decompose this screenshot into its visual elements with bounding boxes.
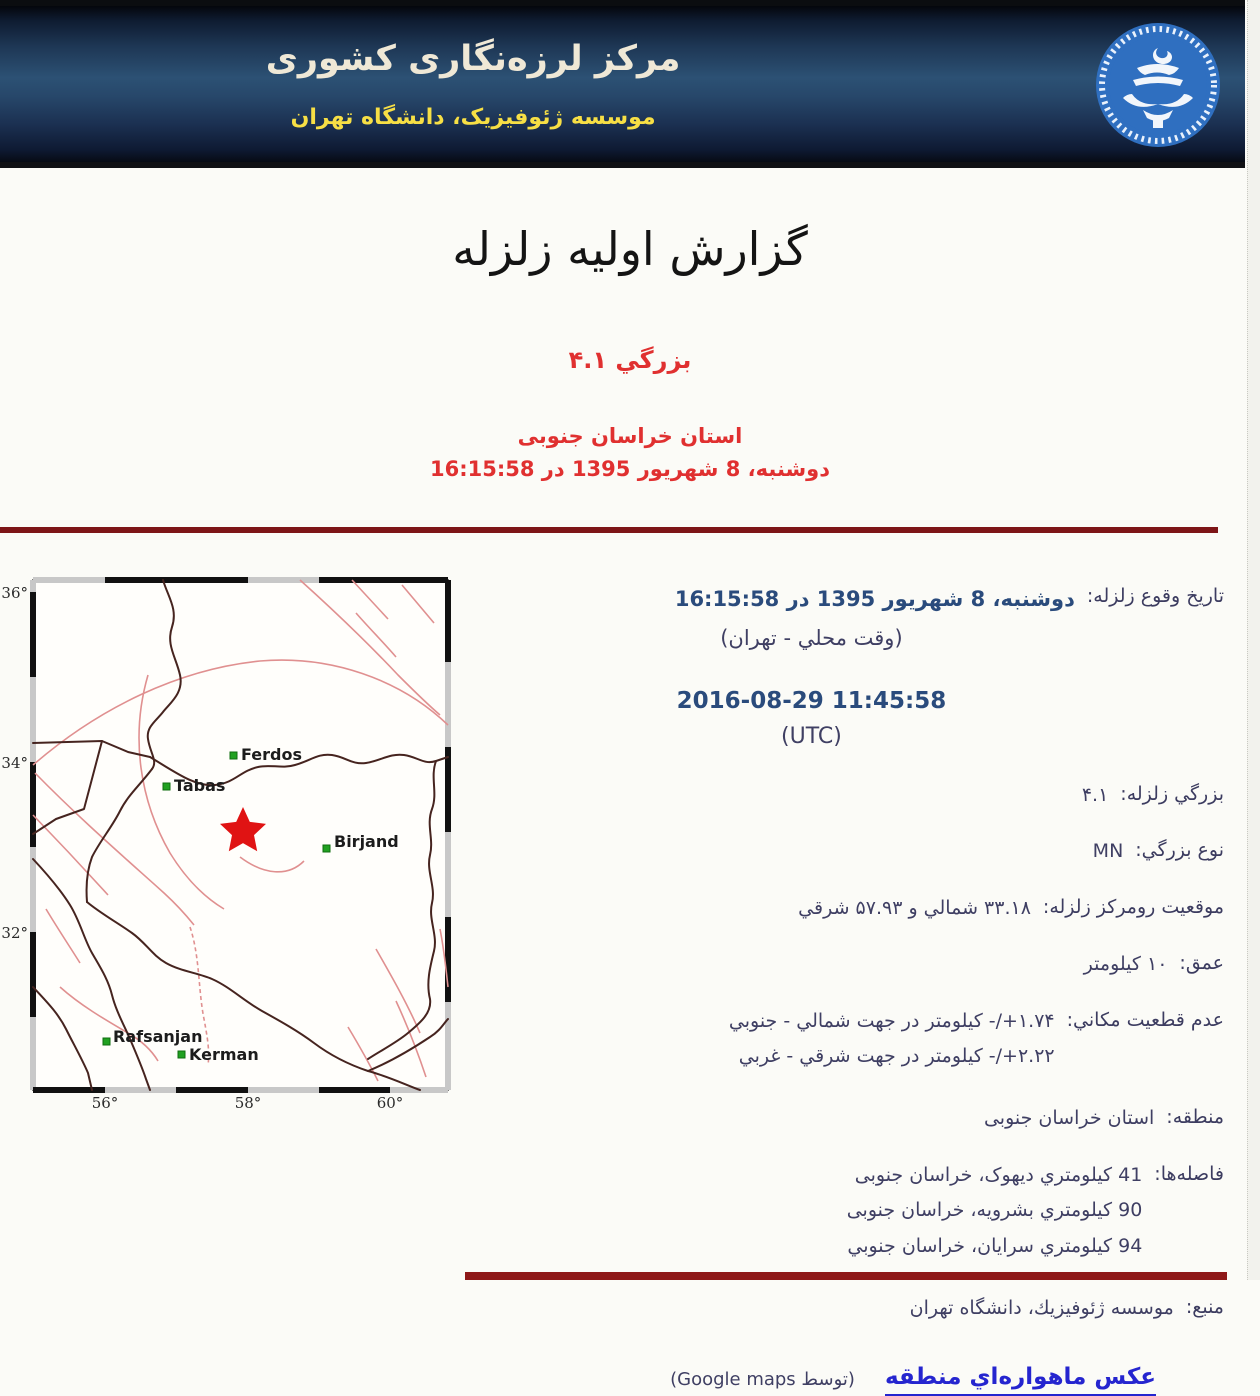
region-value: استان خراسان جنوبی — [983, 1107, 1155, 1130]
local-datetime: دوشنبه، 8 شهریور 1395 در 16:15:58 — [674, 587, 1075, 611]
lon-label-56: 56° — [91, 1094, 119, 1112]
city-label-kerman: Kerman — [189, 1045, 259, 1064]
detail-label: منبع: — [1185, 1296, 1224, 1319]
region-headline: استان خراسان جنوبی — [517, 424, 743, 448]
site-header-banner — [0, 0, 1245, 168]
distance-1: 41 کیلومتري دیهوک، خراسان جنوبی — [854, 1163, 1143, 1186]
distance-2: 90 کیلومتري بشرویه، خراسان جنوبی — [846, 1199, 1143, 1222]
detail-label: موقعیت رومرکز زلزله: — [1042, 895, 1224, 918]
epicenter-position-value: ۳۳.۱۸ شمالي و ۵۷.۹۳ شرقي — [798, 896, 1031, 919]
detail-row-datetime — [548, 583, 1224, 754]
detail-row-magnitude — [548, 781, 1224, 810]
detail-label: تاریخ وقوع زلزله: — [1086, 585, 1224, 607]
uncertainty-ns: ۱.۷۴+/- کیلومتر در جهت شمالي - جنوبي — [728, 1009, 1055, 1032]
detail-label: بزرگي زلزله: — [1120, 782, 1224, 805]
site-subtitle: موسسه ژئوفیزیک، دانشگاه تهران — [290, 104, 656, 130]
city-marker-rafsanjan — [103, 1038, 110, 1045]
satellite-link-row — [588, 1364, 1156, 1396]
lon-label-60: 60° — [376, 1094, 404, 1112]
detail-row-region — [548, 1104, 1224, 1133]
source-value: موسسه ژئوفیزیك، دانشگاه تهران — [909, 1297, 1174, 1320]
magnitude-type-value: MN — [1092, 840, 1124, 863]
detail-row-distances — [548, 1161, 1224, 1267]
city-label-tabas: Tabas — [174, 776, 226, 795]
lat-label-34: 34° — [1, 754, 28, 772]
magnitude-headline: ۴.۱ بزرگي — [568, 346, 692, 374]
utc-datetime: 2016-08-29 11:45:58 — [676, 688, 947, 715]
university-of-tehran-logo-icon — [1093, 20, 1223, 150]
satellite-image-link[interactable]: عکس ماهواره‌اي منطقه — [885, 1364, 1156, 1396]
site-header-text — [0, 6, 946, 162]
detail-row-magnitude-type — [548, 837, 1224, 866]
date-headline: دوشنبه، 8 شهریور 1395 در 16:15:58 — [429, 457, 831, 481]
detail-row-epicenter-position — [548, 894, 1224, 923]
detail-label: نوع بزرگي: — [1135, 839, 1224, 862]
city-marker-kerman — [178, 1051, 185, 1058]
city-label-birjand: Birjand — [334, 832, 399, 851]
utc-note: (UTC) — [781, 723, 842, 749]
city-label-rafsanjan: Rafsanjan — [113, 1027, 203, 1046]
distances-value — [548, 1161, 1142, 1267]
report-title: گزارش اولیه زلزله — [452, 222, 808, 276]
epicenter-map — [0, 557, 478, 1396]
detail-row-depth — [548, 950, 1224, 979]
detail-label: منطقه: — [1166, 1106, 1224, 1129]
page-edge — [1247, 0, 1260, 1280]
earthquake-details — [478, 557, 1260, 1396]
uncertainty-value — [548, 1007, 1055, 1078]
detail-row-source — [548, 1294, 1224, 1323]
city-marker-tabas — [163, 783, 170, 790]
satellite-link-via-note: (توسط Google maps) — [670, 1369, 855, 1391]
magnitude-value: ۴.۱ — [1081, 783, 1109, 806]
depth-value: ۱۰ کیلومتر — [1083, 953, 1168, 976]
uncertainty-ew: ۲.۲۲+/- کیلومتر در جهت شرقي - غربي — [738, 1045, 1055, 1068]
city-marker-ferdos — [230, 752, 237, 759]
distance-3: 94 کیلومتري سرایان، خراسان جنوبي — [847, 1234, 1143, 1257]
detail-row-uncertainty — [548, 1007, 1224, 1078]
lat-label-36: 36° — [1, 584, 28, 602]
detail-label: فاصله‌ها: — [1154, 1162, 1224, 1185]
footer-bar — [465, 1272, 1227, 1280]
site-title: مرکز لرزه‌نگاری کشوری — [265, 38, 681, 79]
lat-label-32: 32° — [1, 924, 28, 942]
city-label-ferdos: Ferdos — [241, 745, 302, 764]
epicenter-map-svg — [0, 557, 478, 1113]
main-content — [0, 533, 1260, 1396]
local-time-note: (وقت محلي - تهران) — [720, 625, 903, 650]
detail-label: عدم قطعیت مکاني: — [1066, 1008, 1224, 1031]
city-marker-birjand — [323, 845, 330, 852]
lon-label-58: 58° — [234, 1094, 262, 1112]
detail-label: عمق: — [1179, 952, 1224, 975]
detail-value — [548, 583, 1075, 754]
report-head — [0, 168, 1260, 481]
